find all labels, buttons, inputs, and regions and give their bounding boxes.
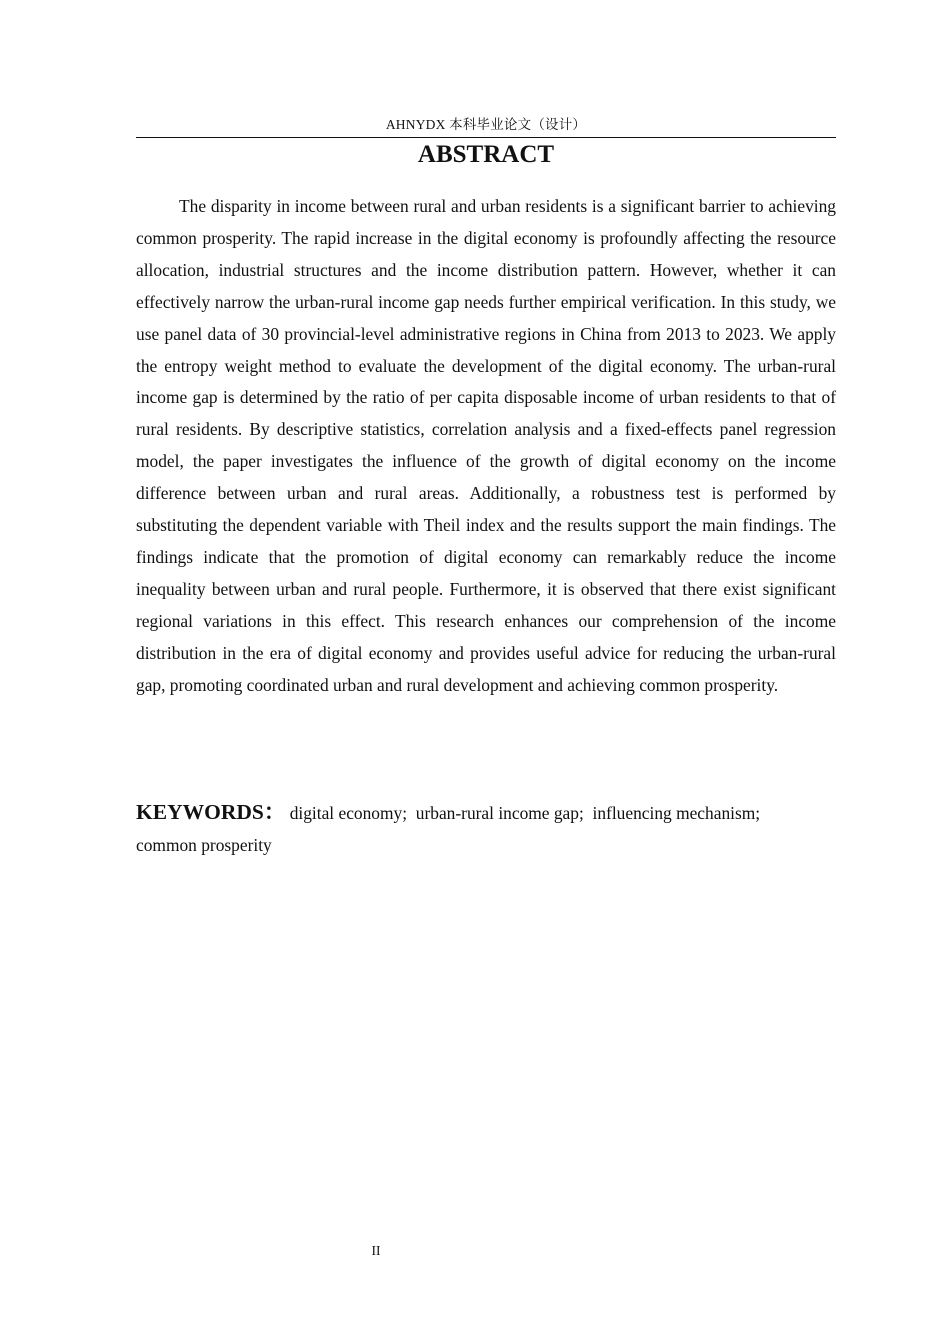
abstract-title: ABSTRACT: [417, 141, 555, 168]
keyword-item: digital economy;: [289, 803, 408, 823]
keyword-item: influencing mechanism;: [592, 803, 761, 823]
header-divider: [136, 137, 836, 138]
page-number: II: [371, 1243, 381, 1258]
keywords-block: [136, 796, 836, 861]
abstract-paragraph: The disparity in income between rural and urban residents is a significant barrier to achieving common prosperity. The rapid increase in the digital economy is profoundly affecting the resource allocation, industrial structures and the income distribution pattern. However, whether it can effectively narrow the urban-rural income gap needs further empirical verification. In this study, we use panel data of 30 provincial-level administrative regions in China from 2013 to 2023. We apply the entropy weight method to evaluate the development of the digital economy. The urban-rural income gap is determined by the ratio of per capita disposable income of urban residents to that of rural residents. By descriptive statistics, correlation analysis and a fixed-effects panel regression model, the paper investigates the influence of the growth of digital economy on the income difference between urban and rural areas. Additionally, a robustness test is performed by substituting the dependent variable with Theil index and the results support the main findings. The findings indicate that the promotion of digital economy can remarkably reduce the income inequality between urban and rural people. Furthermore, it is observed that there exist significant regional variations in this effect. This research enhances our comprehension of the income distribution in the era of digital economy and provides useful advice for reducing the urban-rural gap, promoting coordinated urban and rural development and achieving common prosperity.: [136, 196, 836, 695]
keyword-item: urban-rural income gap;: [415, 803, 584, 823]
keyword-item: common prosperity: [136, 835, 272, 855]
running-header: AHNYDX 本科毕业论文（设计）: [385, 117, 587, 132]
keywords-label: KEYWORDS：: [136, 800, 286, 824]
